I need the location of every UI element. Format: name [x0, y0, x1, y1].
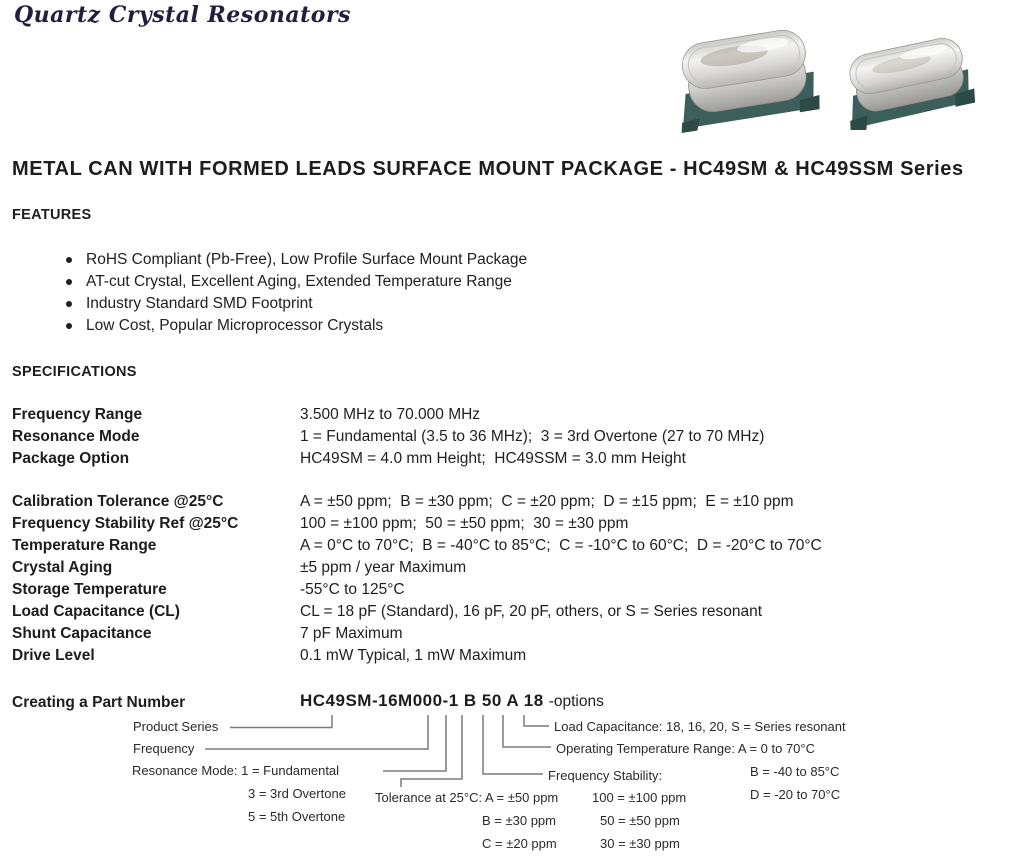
spec-value: 100 = ±100 ppm; 50 = ±50 ppm; 30 = ±30 ppm	[300, 515, 629, 532]
bullet-icon	[66, 301, 72, 307]
spec-value: -55°C to 125°C	[300, 581, 405, 598]
hc49ssm-crystal-photo	[833, 30, 983, 130]
spec-value: A = ±50 ppm; B = ±30 ppm; C = ±20 ppm; D = ±15 ppm; E = ±10 ppm	[300, 493, 794, 510]
spec-table-electrical	[12, 491, 822, 667]
callout-load-capacitance: Load Capacitance: 18, 16, 20, S = Series resonant	[554, 719, 846, 734]
spec-value: HC49SM = 4.0 mm Height; HC49SSM = 3.0 mm Height	[300, 450, 686, 467]
part-number-example	[300, 691, 604, 711]
callout-tolerance: Tolerance at 25°C: A = ±50 ppm	[375, 790, 559, 805]
spec-value: A = 0°C to 70°C; B = -40°C to 85°C; C = -10°C to 60°C; D = -20°C to 70°C	[300, 537, 822, 554]
feature-item	[60, 293, 527, 315]
spec-label: Resonance Mode	[12, 428, 140, 445]
spec-label: Package Option	[12, 450, 130, 467]
callout-frequency-stability: Frequency Stability:	[548, 768, 663, 783]
spec-value: 1 = Fundamental (3.5 to 36 MHz); 3 = 3rd Overtone (27 to 70 MHz)	[300, 428, 765, 445]
feature-item	[60, 271, 527, 293]
callout-stability-30: 30 = ±30 ppm	[600, 836, 680, 851]
table-row	[12, 513, 822, 535]
callout-product-series: Product Series	[133, 719, 219, 734]
spec-value: 3.500 MHz to 70.000 MHz	[300, 406, 481, 423]
table-row	[12, 404, 764, 426]
table-row	[12, 645, 822, 667]
callout-resonance-3rd: 3 = 3rd Overtone	[248, 786, 346, 801]
feature-item	[60, 315, 527, 337]
spec-label: Calibration Tolerance @25°C	[12, 493, 224, 510]
feature-text: AT-cut Crystal, Excellent Aging, Extended Temperature Range	[86, 273, 512, 290]
callout-resonance-mode: Resonance Mode: 1 = Fundamental	[132, 763, 340, 778]
feature-item	[60, 249, 527, 271]
bullet-icon	[66, 257, 72, 263]
part-number-heading: Creating a Part Number	[12, 694, 186, 711]
callout-tolerance-b: B = ±30 ppm	[482, 813, 556, 828]
feature-text: Industry Standard SMD Footprint	[86, 295, 313, 312]
spec-label: Frequency Range	[12, 406, 143, 423]
document-heading: METAL CAN WITH FORMED LEADS SURFACE MOUNT PACKAGE - HC49SM & HC49SSM Series	[12, 158, 964, 180]
table-row	[12, 448, 764, 470]
table-row	[12, 623, 822, 645]
table-row	[12, 557, 822, 579]
specifications-heading: SPECIFICATIONS	[12, 364, 137, 380]
hc49sm-crystal-photo	[668, 24, 828, 134]
callout-frequency: Frequency	[133, 741, 195, 756]
table-row	[12, 426, 764, 448]
feature-text: Low Cost, Popular Microprocessor Crystals	[86, 317, 384, 334]
spec-label: Temperature Range	[12, 537, 157, 554]
page-title: Quartz Crystal Resonators	[14, 2, 351, 28]
callout-stability-50: 50 = ±50 ppm	[600, 813, 680, 828]
spec-label: Crystal Aging	[12, 559, 113, 576]
table-row	[12, 601, 822, 623]
callout-tolerance-c: C = ±20 ppm	[482, 836, 557, 851]
callout-operating-temp-d: D = -20 to 70°C	[750, 787, 841, 802]
callout-operating-temp: Operating Temperature Range: A = 0 to 70°C	[556, 741, 815, 756]
part-number-options-suffix: -options	[548, 693, 604, 710]
callout-operating-temp-b: B = -40 to 85°C	[750, 764, 840, 779]
features-heading: FEATURES	[12, 207, 92, 223]
feature-text: RoHS Compliant (Pb-Free), Low Profile Surface Mount Package	[86, 251, 528, 268]
spec-value: ±5 ppm / year Maximum	[300, 559, 467, 576]
table-row	[12, 579, 822, 601]
callout-stability-100: 100 = ±100 ppm	[592, 790, 687, 805]
bullet-icon	[66, 323, 72, 329]
spec-label: Shunt Capacitance	[12, 625, 152, 642]
callout-resonance-5th: 5 = 5th Overtone	[248, 809, 346, 824]
spec-label: Load Capacitance (CL)	[12, 603, 180, 620]
spec-value: 0.1 mW Typical, 1 mW Maximum	[300, 647, 527, 664]
table-row	[12, 491, 822, 513]
features-list	[60, 249, 527, 337]
spec-value: CL = 18 pF (Standard), 16 pF, 20 pF, others, or S = Series resonant	[300, 603, 763, 620]
table-row	[12, 535, 822, 557]
spec-label: Drive Level	[12, 647, 95, 664]
spec-value: 7 pF Maximum	[300, 625, 403, 642]
spec-label: Storage Temperature	[12, 581, 167, 598]
spec-label: Frequency Stability Ref @25°C	[12, 515, 239, 532]
part-number-text: HC49SM-16M000-1 B 50 A 18	[300, 691, 544, 710]
spec-table-general	[12, 404, 764, 470]
bullet-icon	[66, 279, 72, 285]
